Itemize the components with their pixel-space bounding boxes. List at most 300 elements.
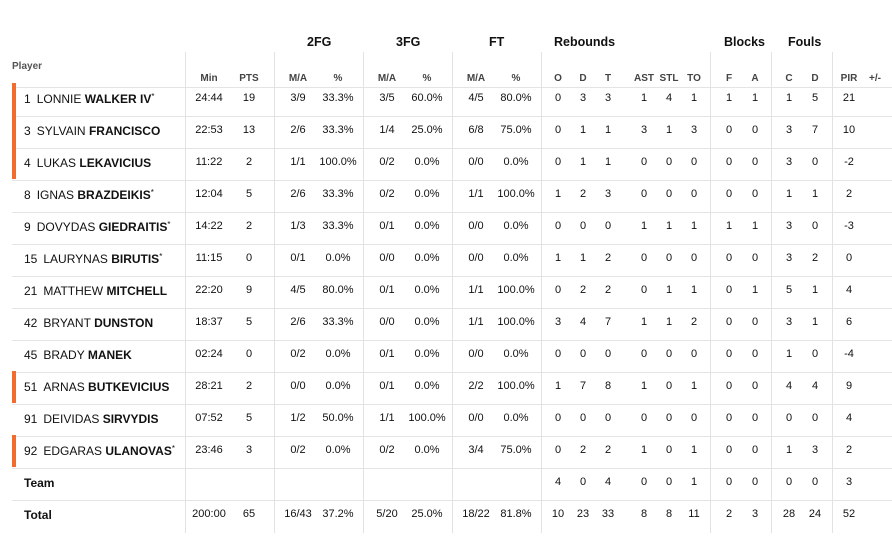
column-header-reb-t: T — [604, 73, 612, 84]
stat-fg3-pct: 0.0% — [414, 188, 440, 200]
stat-ast: 0 — [640, 252, 648, 264]
player-name[interactable] — [24, 188, 154, 202]
stat-min: 18:37 — [195, 316, 223, 328]
stat-ft-ma: 0/0 — [468, 348, 484, 360]
stat-ft-pct: 0.0% — [503, 252, 529, 264]
stat-pts: 2 — [245, 220, 253, 232]
player-name[interactable] — [24, 156, 151, 170]
player-name[interactable] — [24, 220, 171, 234]
stat-stl: 0 — [665, 252, 673, 264]
stat-ast: 1 — [640, 380, 648, 392]
stat-blk-a: 1 — [751, 220, 759, 232]
stat-blk-f: 0 — [725, 316, 733, 328]
team-stat-reb-d: 0 — [579, 476, 587, 488]
stat-foul-d: 1 — [811, 188, 819, 200]
stat-reb-t: 0 — [604, 348, 612, 360]
stat-fg3-ma: 0/1 — [379, 284, 395, 296]
stat-to: 1 — [690, 380, 698, 392]
stat-foul-c: 3 — [785, 156, 793, 168]
column-header-pir: PIR — [840, 73, 858, 84]
stat-foul-c: 5 — [785, 284, 793, 296]
stat-foul-c: 3 — [785, 124, 793, 136]
stat-reb-t: 3 — [604, 188, 612, 200]
total-stat-blk-a: 3 — [751, 508, 759, 520]
stat-ast: 1 — [640, 220, 648, 232]
stat-ft-pct: 100.0% — [497, 284, 535, 296]
stat-stl: 1 — [665, 124, 673, 136]
stat-blk-a: 0 — [751, 380, 759, 392]
stat-fg3-ma: 0/0 — [379, 316, 395, 328]
stat-stl: 0 — [665, 412, 673, 424]
stat-fg3-ma: 0/2 — [379, 156, 395, 168]
total-stat-pir: 52 — [842, 508, 856, 520]
stat-fg2-pct: 80.0% — [322, 284, 354, 296]
stat-fg3-ma: 1/1 — [379, 412, 395, 424]
stat-blk-f: 1 — [725, 92, 733, 104]
total-stat-blk-f: 2 — [725, 508, 733, 520]
stat-pir: -3 — [844, 220, 854, 232]
total-stat-reb-o: 10 — [551, 508, 565, 520]
player-last-name: WALKER IV — [84, 92, 152, 106]
team-stat-stl: 0 — [665, 476, 673, 488]
total-stat-fg3-pct: 25.0% — [411, 508, 443, 520]
player-last-name: MITCHELL — [106, 284, 168, 298]
starter-marker: * — [150, 188, 154, 197]
stat-ast: 1 — [640, 92, 648, 104]
stat-reb-d: 1 — [579, 156, 587, 168]
stat-stl: 0 — [665, 188, 673, 200]
player-marker — [12, 371, 16, 403]
stat-foul-d: 0 — [811, 412, 819, 424]
stat-pir: 0 — [845, 252, 853, 264]
team-label: Team — [24, 476, 55, 490]
player-name[interactable] — [24, 284, 167, 298]
total-stat-fg3-ma: 5/20 — [376, 508, 398, 520]
player-name[interactable] — [24, 348, 132, 362]
player-first-name: BRADY — [43, 348, 85, 362]
stat-reb-d: 1 — [579, 252, 587, 264]
stat-reb-t: 0 — [604, 220, 612, 232]
stat-ast: 0 — [640, 412, 648, 424]
stat-ft-pct: 0.0% — [503, 220, 529, 232]
stat-min: 14:22 — [195, 220, 223, 232]
stat-foul-d: 0 — [811, 220, 819, 232]
stat-fg3-pct: 60.0% — [411, 92, 443, 104]
stat-fg2-ma: 2/6 — [290, 188, 306, 200]
stat-fg2-pct: 0.0% — [325, 444, 351, 456]
stat-ft-ma: 1/1 — [468, 188, 484, 200]
stat-ast: 0 — [640, 156, 648, 168]
stat-stl: 1 — [665, 220, 673, 232]
stat-fg3-ma: 0/2 — [379, 188, 395, 200]
stat-reb-o: 3 — [554, 316, 562, 328]
stat-fg2-ma: 2/6 — [290, 316, 306, 328]
team-stat-foul-d: 0 — [811, 476, 819, 488]
player-last-name: BIRUTIS — [111, 252, 160, 266]
player-last-name: SIRVYDIS — [102, 412, 159, 426]
stat-blk-a: 0 — [751, 252, 759, 264]
header-ft: FT — [489, 35, 505, 49]
player-number: 1 — [24, 92, 31, 106]
stat-stl: 0 — [665, 156, 673, 168]
stat-to: 1 — [690, 284, 698, 296]
stat-ft-ma: 4/5 — [468, 92, 484, 104]
stat-reb-d: 4 — [579, 316, 587, 328]
stat-min: 07:52 — [195, 412, 223, 424]
stat-foul-d: 0 — [811, 156, 819, 168]
stat-fg3-pct: 0.0% — [414, 252, 440, 264]
stat-pts: 2 — [245, 156, 253, 168]
stat-blk-f: 0 — [725, 188, 733, 200]
player-name[interactable] — [24, 380, 169, 394]
row-divider — [12, 180, 892, 181]
stat-fg2-pct: 33.3% — [322, 92, 354, 104]
team-stat-foul-c: 0 — [785, 476, 793, 488]
stat-fg3-pct: 0.0% — [414, 284, 440, 296]
stat-ft-ma: 3/4 — [468, 444, 484, 456]
stat-blk-f: 0 — [725, 156, 733, 168]
stat-reb-o: 0 — [554, 284, 562, 296]
stat-fg2-ma: 0/1 — [290, 252, 306, 264]
stat-to: 0 — [690, 252, 698, 264]
header-blocks: Blocks — [724, 35, 765, 49]
row-divider — [12, 276, 892, 277]
stat-reb-t: 1 — [604, 156, 612, 168]
stat-fg2-ma: 0/0 — [290, 380, 306, 392]
header-rebounds: Rebounds — [554, 35, 616, 49]
player-last-name: FRANCISCO — [88, 124, 161, 138]
stat-stl: 0 — [665, 444, 673, 456]
stat-blk-f: 0 — [725, 412, 733, 424]
stat-ft-ma: 0/0 — [468, 220, 484, 232]
stat-blk-a: 0 — [751, 348, 759, 360]
player-first-name: LUKAS — [36, 156, 77, 170]
stat-fg3-pct: 25.0% — [411, 124, 443, 136]
player-number: 92 — [24, 444, 38, 458]
stat-pir: 10 — [842, 124, 856, 136]
player-first-name: ARNAS — [43, 380, 85, 394]
stat-pir: 6 — [845, 316, 853, 328]
column-header-to: TO — [687, 73, 701, 84]
total-stat-ast: 8 — [640, 508, 648, 520]
stat-foul-c: 4 — [785, 380, 793, 392]
stat-ft-pct: 0.0% — [503, 348, 529, 360]
stat-reb-o: 0 — [554, 156, 562, 168]
player-name[interactable] — [24, 412, 159, 426]
stat-pir: -2 — [844, 156, 854, 168]
stat-pir: 4 — [845, 412, 853, 424]
starter-marker: * — [151, 92, 155, 101]
stat-ast: 0 — [640, 348, 648, 360]
stat-blk-f: 0 — [725, 444, 733, 456]
stat-foul-d: 7 — [811, 124, 819, 136]
stat-reb-o: 0 — [554, 124, 562, 136]
stat-min: 11:22 — [195, 156, 223, 168]
stat-reb-t: 2 — [604, 252, 612, 264]
stat-fg3-ma: 0/1 — [379, 220, 395, 232]
column-header-blk-a: A — [751, 73, 759, 84]
player-last-name: BRAZDEIKIS — [77, 188, 151, 202]
team-stat-reb-t: 4 — [604, 476, 612, 488]
starter-marker: * — [159, 252, 163, 261]
stat-fg2-ma: 3/9 — [290, 92, 306, 104]
stat-fg3-pct: 100.0% — [408, 412, 446, 424]
stat-reb-o: 0 — [554, 412, 562, 424]
stat-reb-t: 8 — [604, 380, 612, 392]
stat-fg3-ma: 0/2 — [379, 444, 395, 456]
stat-reb-d: 0 — [579, 412, 587, 424]
stat-pir: 9 — [845, 380, 853, 392]
total-stat-ft-pct: 81.8% — [500, 508, 532, 520]
column-header-fg3-pct: % — [422, 73, 432, 84]
team-stat-blk-f: 0 — [725, 476, 733, 488]
stat-fg3-pct: 0.0% — [414, 316, 440, 328]
player-first-name: SYLVAIN — [36, 124, 86, 138]
stat-blk-a: 0 — [751, 188, 759, 200]
player-number: 4 — [24, 156, 31, 170]
stat-blk-f: 0 — [725, 124, 733, 136]
stat-reb-o: 0 — [554, 220, 562, 232]
stat-ft-pct: 0.0% — [503, 156, 529, 168]
stat-ast: 0 — [640, 284, 648, 296]
total-stat-min: 200:00 — [192, 508, 226, 520]
stat-fg2-pct: 33.3% — [322, 220, 354, 232]
stat-pir: 4 — [845, 284, 853, 296]
player-first-name: EDGARAS — [43, 444, 103, 458]
column-header-blk-f: F — [725, 73, 733, 84]
stat-ast: 1 — [640, 444, 648, 456]
player-last-name: LEKAVICIUS — [79, 156, 152, 170]
stat-ft-ma: 2/2 — [468, 380, 484, 392]
stat-reb-t: 0 — [604, 412, 612, 424]
stat-blk-f: 1 — [725, 220, 733, 232]
header-player: Player — [12, 61, 43, 72]
stat-pir: 2 — [845, 444, 853, 456]
stat-min: 22:53 — [195, 124, 223, 136]
stat-foul-d: 5 — [811, 92, 819, 104]
column-header-pm: +/- — [869, 73, 881, 84]
stat-pts: 0 — [245, 348, 253, 360]
stat-reb-o: 1 — [554, 380, 562, 392]
stat-stl: 1 — [665, 316, 673, 328]
column-header-ft-ma: M/A — [466, 73, 486, 84]
stat-min: 24:44 — [195, 92, 223, 104]
stat-ft-ma: 0/0 — [468, 252, 484, 264]
player-first-name: LAURYNAS — [43, 252, 108, 266]
stat-to: 0 — [690, 348, 698, 360]
stat-blk-a: 0 — [751, 156, 759, 168]
stat-foul-c: 0 — [785, 412, 793, 424]
column-header-fg2-ma: M/A — [288, 73, 308, 84]
stat-ft-pct: 0.0% — [503, 412, 529, 424]
stat-ast: 0 — [640, 188, 648, 200]
stat-blk-f: 0 — [725, 380, 733, 392]
row-divider — [12, 116, 892, 117]
stat-ft-ma: 6/8 — [468, 124, 484, 136]
column-header-pts: PTS — [239, 73, 259, 84]
column-header-fg2-pct: % — [333, 73, 343, 84]
total-stat-foul-d: 24 — [808, 508, 822, 520]
stat-fg2-ma: 1/1 — [290, 156, 306, 168]
stat-fg2-pct: 33.3% — [322, 316, 354, 328]
stat-reb-t: 1 — [604, 124, 612, 136]
column-header-foul-d: D — [811, 73, 819, 84]
stat-to: 1 — [690, 444, 698, 456]
starter-marker: * — [167, 220, 171, 229]
stat-reb-d: 2 — [579, 188, 587, 200]
row-divider — [12, 468, 892, 469]
player-first-name: DOVYDAS — [36, 220, 96, 234]
row-divider — [12, 404, 892, 405]
stat-pts: 0 — [245, 252, 253, 264]
team-stat-to: 1 — [690, 476, 698, 488]
stat-fg2-pct: 50.0% — [322, 412, 354, 424]
stat-min: 22:20 — [195, 284, 223, 296]
stat-to: 1 — [690, 220, 698, 232]
player-name[interactable] — [24, 444, 175, 458]
stat-pts: 5 — [245, 188, 253, 200]
stat-blk-a: 0 — [751, 444, 759, 456]
stat-foul-d: 4 — [811, 380, 819, 392]
total-label: Total — [24, 508, 52, 522]
stat-fg3-ma: 0/0 — [379, 252, 395, 264]
stat-fg3-ma: 0/1 — [379, 348, 395, 360]
column-header-reb-d: D — [579, 73, 587, 84]
column-header-min: Min — [200, 73, 218, 84]
stat-fg3-pct: 0.0% — [414, 220, 440, 232]
stat-blk-a: 0 — [751, 124, 759, 136]
header-2fg: 2FG — [307, 35, 332, 49]
stat-fg2-pct: 0.0% — [325, 252, 351, 264]
stat-foul-c: 1 — [785, 444, 793, 456]
stat-pir: -4 — [844, 348, 854, 360]
stat-to: 0 — [690, 156, 698, 168]
row-divider — [12, 244, 892, 245]
player-marker — [12, 147, 16, 179]
total-stat-fg2-ma: 16/43 — [284, 508, 312, 520]
row-divider — [12, 148, 892, 149]
stat-to: 1 — [690, 92, 698, 104]
stat-reb-t: 2 — [604, 444, 612, 456]
stat-min: 11:15 — [195, 252, 223, 264]
stat-fg3-pct: 0.0% — [414, 380, 440, 392]
stat-ft-pct: 100.0% — [497, 188, 535, 200]
stat-pts: 19 — [242, 92, 256, 104]
stat-blk-f: 0 — [725, 252, 733, 264]
stat-fg3-pct: 0.0% — [414, 348, 440, 360]
stat-ast: 1 — [640, 316, 648, 328]
stat-blk-f: 0 — [725, 284, 733, 296]
player-first-name: IGNAS — [36, 188, 75, 202]
stat-ft-pct: 75.0% — [500, 124, 532, 136]
total-stat-stl: 8 — [665, 508, 673, 520]
column-header-ft-pct: % — [511, 73, 521, 84]
stat-blk-f: 0 — [725, 348, 733, 360]
stat-foul-c: 3 — [785, 220, 793, 232]
player-name[interactable] — [24, 316, 153, 330]
stat-stl: 0 — [665, 348, 673, 360]
column-header-foul-c: C — [785, 73, 793, 84]
stat-fg2-pct: 100.0% — [319, 156, 357, 168]
stat-reb-o: 1 — [554, 188, 562, 200]
stat-fg3-pct: 0.0% — [414, 444, 440, 456]
stat-fg2-pct: 0.0% — [325, 380, 351, 392]
player-last-name: DUNSTON — [94, 316, 154, 330]
player-first-name: LONNIE — [36, 92, 82, 106]
player-marker — [12, 83, 16, 115]
player-number: 9 — [24, 220, 31, 234]
starter-marker: * — [171, 444, 175, 453]
stat-ft-ma: 0/0 — [468, 412, 484, 424]
stat-pts: 5 — [245, 316, 253, 328]
stat-reb-d: 3 — [579, 92, 587, 104]
stat-fg2-ma: 0/2 — [290, 444, 306, 456]
header-3fg: 3FG — [396, 35, 421, 49]
player-first-name: DEIVIDAS — [43, 412, 100, 426]
player-name[interactable] — [24, 252, 162, 266]
player-number: 8 — [24, 188, 31, 202]
stat-stl: 1 — [665, 284, 673, 296]
player-name[interactable] — [24, 92, 155, 106]
stat-reb-o: 0 — [554, 444, 562, 456]
stat-foul-d: 1 — [811, 316, 819, 328]
player-number: 51 — [24, 380, 38, 394]
stat-fg2-pct: 33.3% — [322, 124, 354, 136]
player-marker — [12, 435, 16, 467]
stat-min: 28:21 — [195, 380, 223, 392]
stat-fg3-ma: 1/4 — [379, 124, 395, 136]
stat-fg2-pct: 33.3% — [322, 188, 354, 200]
stat-reb-o: 0 — [554, 92, 562, 104]
row-divider — [12, 500, 892, 501]
player-name[interactable] — [24, 124, 160, 138]
player-number: 15 — [24, 252, 38, 266]
stat-foul-c: 3 — [785, 252, 793, 264]
stat-ft-pct: 100.0% — [497, 316, 535, 328]
stat-to: 0 — [690, 188, 698, 200]
stat-reb-o: 1 — [554, 252, 562, 264]
column-header-fg3-ma: M/A — [377, 73, 397, 84]
total-stat-pts: 65 — [242, 508, 256, 520]
stat-blk-a: 0 — [751, 412, 759, 424]
stat-to: 3 — [690, 124, 698, 136]
total-stat-reb-d: 23 — [576, 508, 590, 520]
stat-reb-t: 3 — [604, 92, 612, 104]
total-stat-foul-c: 28 — [782, 508, 796, 520]
stat-foul-d: 1 — [811, 284, 819, 296]
player-number: 21 — [24, 284, 38, 298]
player-last-name: ULANOVAS — [105, 444, 172, 458]
column-header-ast: AST — [634, 73, 654, 84]
stat-min: 12:04 — [195, 188, 223, 200]
row-divider — [12, 87, 892, 88]
player-last-name: MANEK — [87, 348, 132, 362]
total-stat-ft-ma: 18/22 — [462, 508, 490, 520]
stat-ft-pct: 75.0% — [500, 444, 532, 456]
stat-foul-c: 3 — [785, 316, 793, 328]
player-last-name: GIEDRAITIS — [98, 220, 168, 234]
row-divider — [12, 308, 892, 309]
stat-pts: 13 — [242, 124, 256, 136]
stat-stl: 0 — [665, 380, 673, 392]
stat-min: 02:24 — [195, 348, 223, 360]
stat-foul-d: 2 — [811, 252, 819, 264]
header-fouls: Fouls — [788, 35, 822, 49]
stat-to: 0 — [690, 412, 698, 424]
stat-blk-a: 0 — [751, 316, 759, 328]
stat-reb-o: 0 — [554, 348, 562, 360]
team-stat-reb-o: 4 — [554, 476, 562, 488]
